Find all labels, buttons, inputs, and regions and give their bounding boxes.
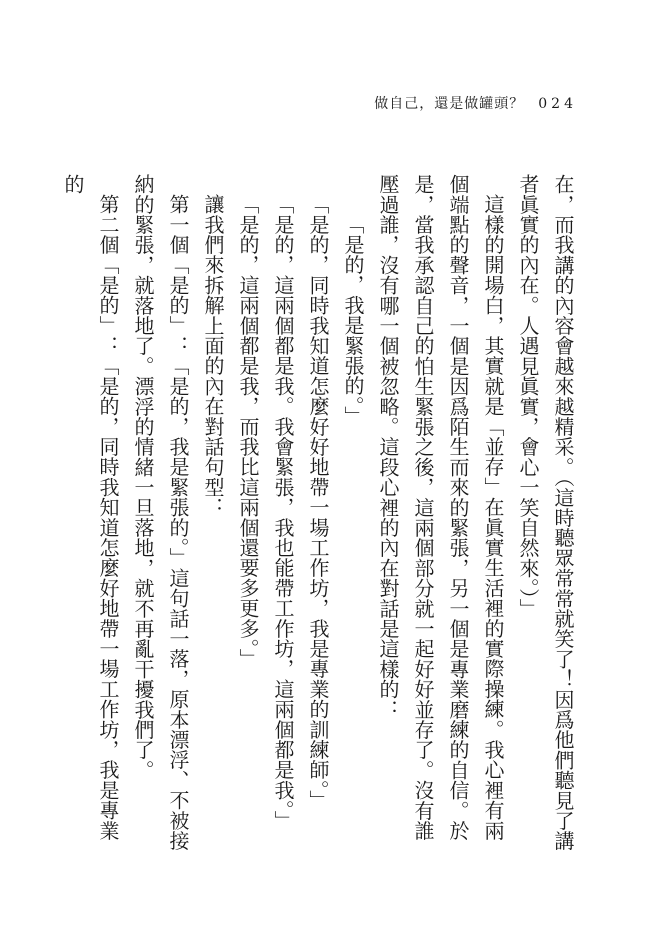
vertical-text-body — [55, 174, 580, 854]
paragraph-1: 在，而我講的內容會越來越精采。（這時聽眾常常就笑了！因爲他們聽見了講者眞實的內在。人遇見眞實，會心一笑自然來。）」 — [516, 174, 575, 851]
paragraph-4: 「是的，同時我知道怎麼好好地帶一場工作坊，我是專業的訓練師。」 — [306, 194, 330, 811]
paragraph-8: 第一個「是的」：「是的，我是緊張的。」這句話一落，原本漂浮、不被接納的緊張，就落地了。漂浮的情緒一旦落地，就不再亂干擾我們了。 — [131, 174, 190, 851]
book-title: 做自己，還是做罐頭？ — [374, 96, 525, 112]
running-header — [374, 93, 577, 113]
paragraph-2: 這樣的開場白，其實就是「並存」在眞實生活裡的實際操練。我心裡有兩個端點的聲音，一個是因爲陌生而來的緊張，另一個是專業磨練的自信。於是，當我承認自己的怕生緊張之後，這兩個部分就一起好好並存了。沒有誰壓過誰，沒有哪一個被忽略。這段心裡的內在對話是這樣的： — [376, 174, 505, 841]
paragraph-3: 「是的，我是緊張的。」 — [341, 214, 365, 427]
paragraph-6: 「是的，這兩個都是我，而我比這兩個還要多更多。」 — [236, 194, 260, 669]
paragraph-5: 「是的，這兩個都是我。我會緊張，我也能帶工作坊，這兩個都是我。」 — [271, 194, 295, 831]
paragraph-7: 讓我們來拆解上面的內在對話句型： — [201, 194, 225, 518]
page-number: 024 — [538, 96, 577, 112]
paragraph-9: 第二個「是的」：「是的，同時我知道怎麼好地帶一場工作坊，我是專業的 — [61, 174, 120, 841]
